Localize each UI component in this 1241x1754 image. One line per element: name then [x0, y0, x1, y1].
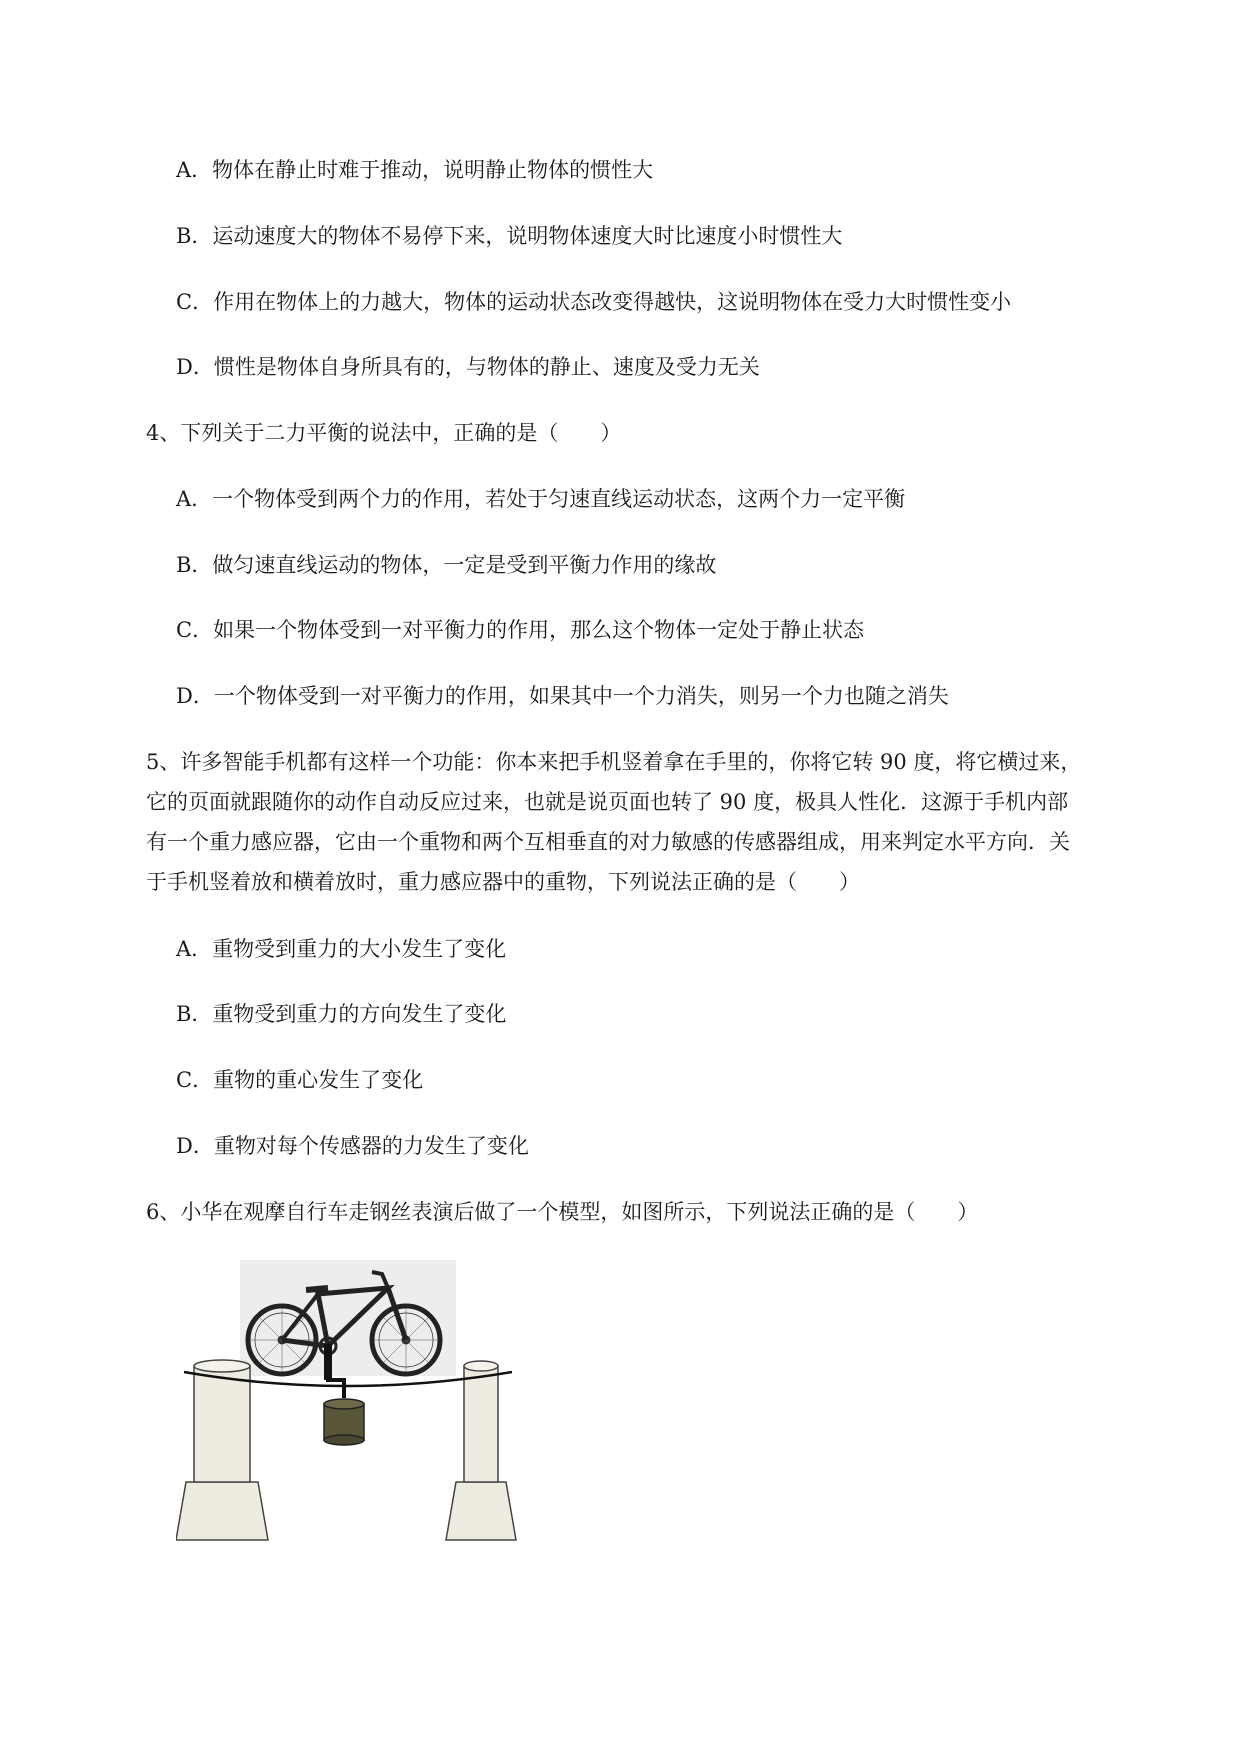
q5-stem-line-3: 有一个重力感应器，它由一个重物和两个互相垂直的对力敏感的传感器组成，用来判定水平方向．关: [146, 830, 1070, 854]
q3-option-d: D．惯性是物体自身所具有的，与物体的静止、速度及受力无关: [176, 355, 760, 379]
q5-option-d: D．重物对每个传感器的力发生了变化: [176, 1134, 529, 1158]
q4-option-d: D．一个物体受到一对平衡力的作用，如果其中一个力消失，则另一个力也随之消失: [176, 684, 949, 708]
bicycle-tightrope-figure: [176, 1260, 536, 1560]
right-pillar: [446, 1361, 516, 1540]
q5-option-b: B．重物受到重力的方向发生了变化: [176, 1002, 507, 1026]
q3-option-c: C．作用在物体上的力越大，物体的运动状态改变得越快，这说明物体在受力大时惯性变小: [176, 290, 1012, 314]
bicycle-photo-background: [240, 1260, 456, 1376]
q5-option-c: C．重物的重心发生了变化: [176, 1068, 424, 1092]
q5-stem-line-4: 于手机竖着放和横着放时，重力感应器中的重物，下列说法正确的是（ ）: [146, 870, 860, 894]
q6-stem: 6、小华在观摩自行车走钢丝表演后做了一个模型，如图所示，下列说法正确的是（ ）: [146, 1200, 979, 1224]
q4-stem: 4、下列关于二力平衡的说法中，正确的是（ ）: [146, 421, 622, 445]
q5-stem-line-2: 它的页面就跟随你的动作自动反应过来，也就是说页面也转了 90 度，极具人性化．这源于手机内部: [146, 790, 1069, 814]
q4-option-b: B．做匀速直线运动的物体，一定是受到平衡力作用的缘故: [176, 553, 717, 577]
q4-option-c: C．如果一个物体受到一对平衡力的作用，那么这个物体一定处于静止状态: [176, 618, 865, 642]
counterweight: [324, 1399, 364, 1445]
q3-option-b: B．运动速度大的物体不易停下来，说明物体速度大时比速度小时惯性大: [176, 224, 843, 248]
left-pillar: [176, 1360, 268, 1540]
q4-option-a: A．一个物体受到两个力的作用，若处于匀速直线运动状态，这两个力一定平衡: [176, 487, 906, 511]
q5-stem-line-1: 5、许多智能手机都有这样一个功能：你本来把手机竖着拿在手里的，你将它转 90 度，将它横过来，: [146, 750, 1082, 774]
q5-option-a: A．重物受到重力的大小发生了变化: [176, 937, 507, 961]
q3-option-a: A．物体在静止时难于推动，说明静止物体的惯性大: [176, 158, 654, 182]
